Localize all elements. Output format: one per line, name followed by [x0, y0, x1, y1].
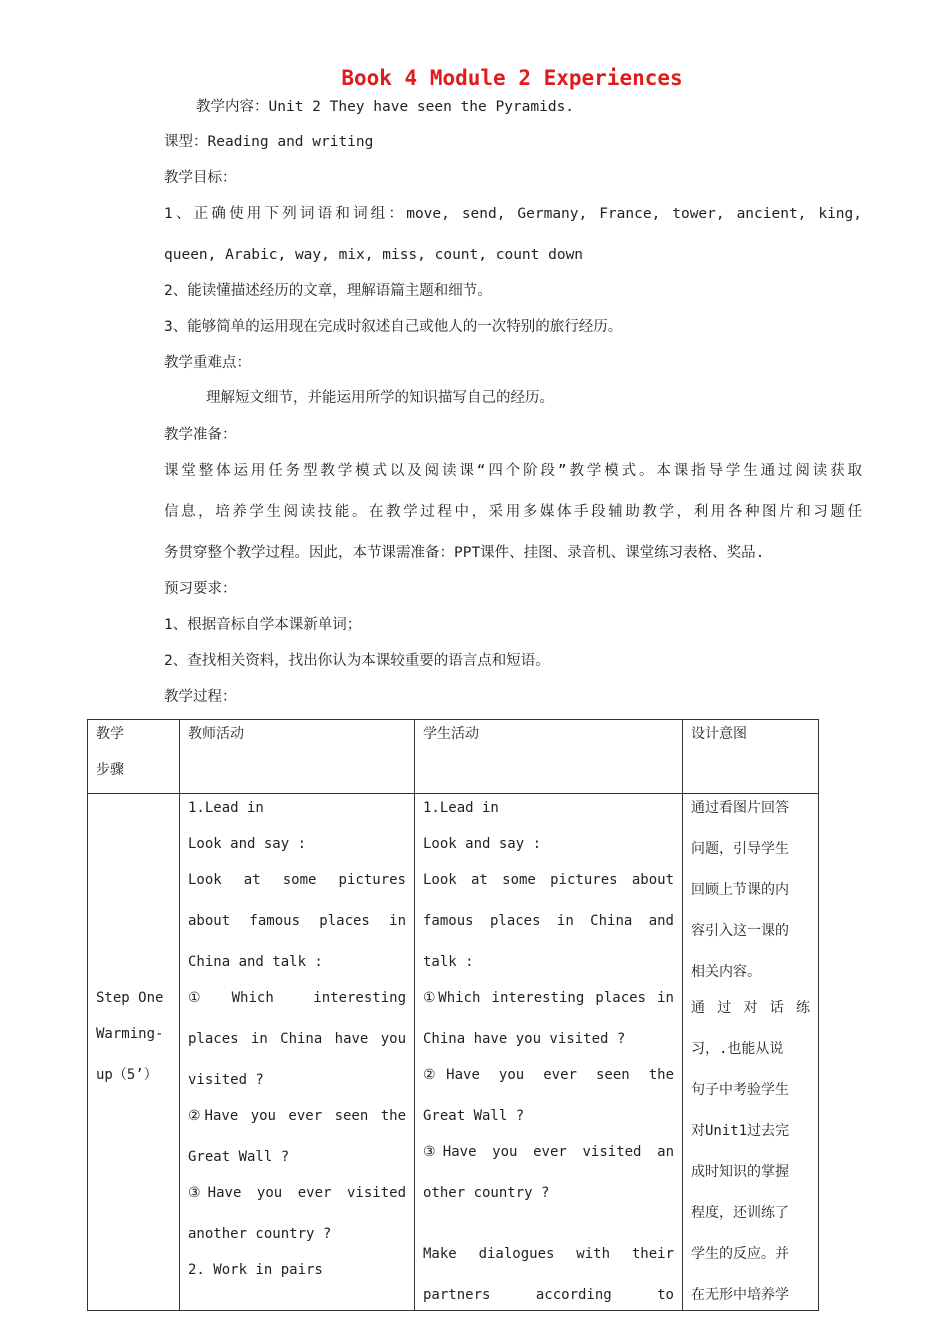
design-line: 回顾上节课的内 — [691, 882, 789, 898]
student-line: ②Have you ever seen the — [423, 1067, 674, 1083]
teacher-line: 2. Work in pairs — [188, 1262, 323, 1278]
student-line: China have you visited ? — [423, 1031, 626, 1047]
teacher-line: ②Have you ever seen the — [188, 1108, 406, 1124]
teacher-line: places in China have you — [188, 1031, 406, 1047]
objectives-heading: 教学目标： — [164, 170, 237, 186]
design-line: 习，.也能从说 — [691, 1041, 784, 1057]
design-line: 句子中考验学生 — [691, 1082, 789, 1098]
teacher-line: another country ? — [188, 1226, 332, 1242]
teacher-line: about famous places in — [188, 913, 406, 929]
header-student: 学生活动 — [423, 726, 479, 742]
objective-2: 2、能读懂描述经历的文章，理解语篇主题和细节。 — [164, 283, 492, 299]
student-line: 1.Lead in — [423, 800, 499, 816]
design-line: 通过对话练 — [691, 1000, 810, 1016]
header-step-line-1: 教学 — [96, 726, 124, 742]
header-step-cell — [88, 720, 180, 794]
teacher-line: Great Wall ? — [188, 1149, 290, 1165]
header-teacher-cell — [180, 720, 415, 794]
preview-heading: 预习要求： — [164, 581, 237, 597]
teacher-line: Look and say : — [188, 836, 307, 852]
teacher-line: China and talk : — [188, 954, 323, 970]
preparation-line-3: 务贯穿整个教学过程。因此，本节课需准备：PPT课件、挂图、录音机、课堂练习表格、奖品. — [164, 545, 765, 561]
teaching-content: 教学内容：Unit 2 They have seen the Pyramids. — [196, 99, 575, 115]
header-student-cell — [415, 720, 683, 794]
objective-1-line-2: queen, Arabic, way, mix, miss, count, count down — [164, 247, 584, 263]
design-line: 容引入这一课的 — [691, 923, 789, 939]
student-line: talk : — [423, 954, 474, 970]
step-line: up（5’） — [96, 1067, 158, 1083]
header-design: 设计意图 — [691, 726, 747, 742]
student-line: other country ? — [423, 1185, 550, 1201]
process-heading: 教学过程： — [164, 689, 237, 705]
objective-1-line-1: 1、正确使用下列词语和词组：move, send, Germany, France, tower, ancient, king, — [164, 206, 862, 222]
document-title: Book 4 Module 2 Experiences — [341, 66, 683, 90]
design-line: 通过看图片回答 — [691, 800, 789, 816]
teacher-line: Look at some pictures — [188, 872, 406, 888]
header-teacher: 教师活动 — [188, 726, 244, 742]
teacher-activity-cell — [180, 794, 415, 1311]
preview-item-1: 1、根据音标自学本课新单词； — [164, 617, 362, 633]
design-line: 问题，引导学生 — [691, 841, 789, 857]
design-line: 成时知识的掌握 — [691, 1164, 789, 1180]
design-line: 程度，还训练了 — [691, 1205, 789, 1221]
step-cell — [88, 794, 180, 1311]
step-line: Warming- — [96, 1026, 164, 1042]
student-line: partners according to — [423, 1287, 674, 1303]
preview-item-2: 2、查找相关资料，找出你认为本课较重要的语言点和短语。 — [164, 653, 550, 669]
step-line: Step One — [96, 990, 164, 1006]
header-design-cell — [683, 720, 819, 794]
design-line: 在无形中培养学 — [691, 1287, 789, 1303]
preparation-heading: 教学准备： — [164, 427, 237, 443]
student-line: ①Which interesting places in — [423, 990, 674, 1006]
student-line: famous places in China and — [423, 913, 674, 929]
student-line: Look at some pictures about — [423, 872, 674, 888]
key-points-text: 理解短文细节，并能运用所学的知识描写自己的经历。 — [206, 390, 554, 406]
design-intent-cell — [683, 794, 819, 1311]
design-line: 相关内容。 — [691, 964, 761, 980]
design-line: 对Unit1过去完 — [691, 1123, 790, 1139]
preparation-line-1: 课堂整体运用任务型教学模式以及阅读课“四个阶段”教学模式。本课指导学生通过阅读获取 — [164, 463, 862, 479]
student-activity-cell — [415, 794, 683, 1311]
student-line: Make dialogues with their — [423, 1246, 674, 1262]
header-step-line-2: 步骤 — [96, 762, 124, 778]
table-row — [88, 794, 819, 1311]
preparation-line-2: 信息，培养学生阅读技能。在教学过程中，采用多媒体手段辅助教学，利用各种图片和习题任 — [164, 504, 862, 520]
student-line: Look and say : — [423, 836, 542, 852]
teacher-line: ③Have you ever visited — [188, 1185, 406, 1201]
teacher-line: ①Which interesting — [188, 990, 406, 1006]
student-line: Great Wall ? — [423, 1108, 525, 1124]
teaching-process-table — [87, 719, 819, 1311]
objective-3: 3、能够简单的运用现在完成时叙述自己或他人的一次特别的旅行经历。 — [164, 319, 623, 335]
design-line: 学生的反应。并 — [691, 1246, 789, 1262]
lesson-type: 课型：Reading and writing — [164, 134, 374, 150]
teacher-line: visited ? — [188, 1072, 264, 1088]
student-line: ③Have you ever visited an — [423, 1144, 674, 1160]
table-header-row — [88, 720, 819, 794]
key-points-heading: 教学重难点： — [164, 355, 251, 371]
teacher-line: 1.Lead in — [188, 800, 264, 816]
